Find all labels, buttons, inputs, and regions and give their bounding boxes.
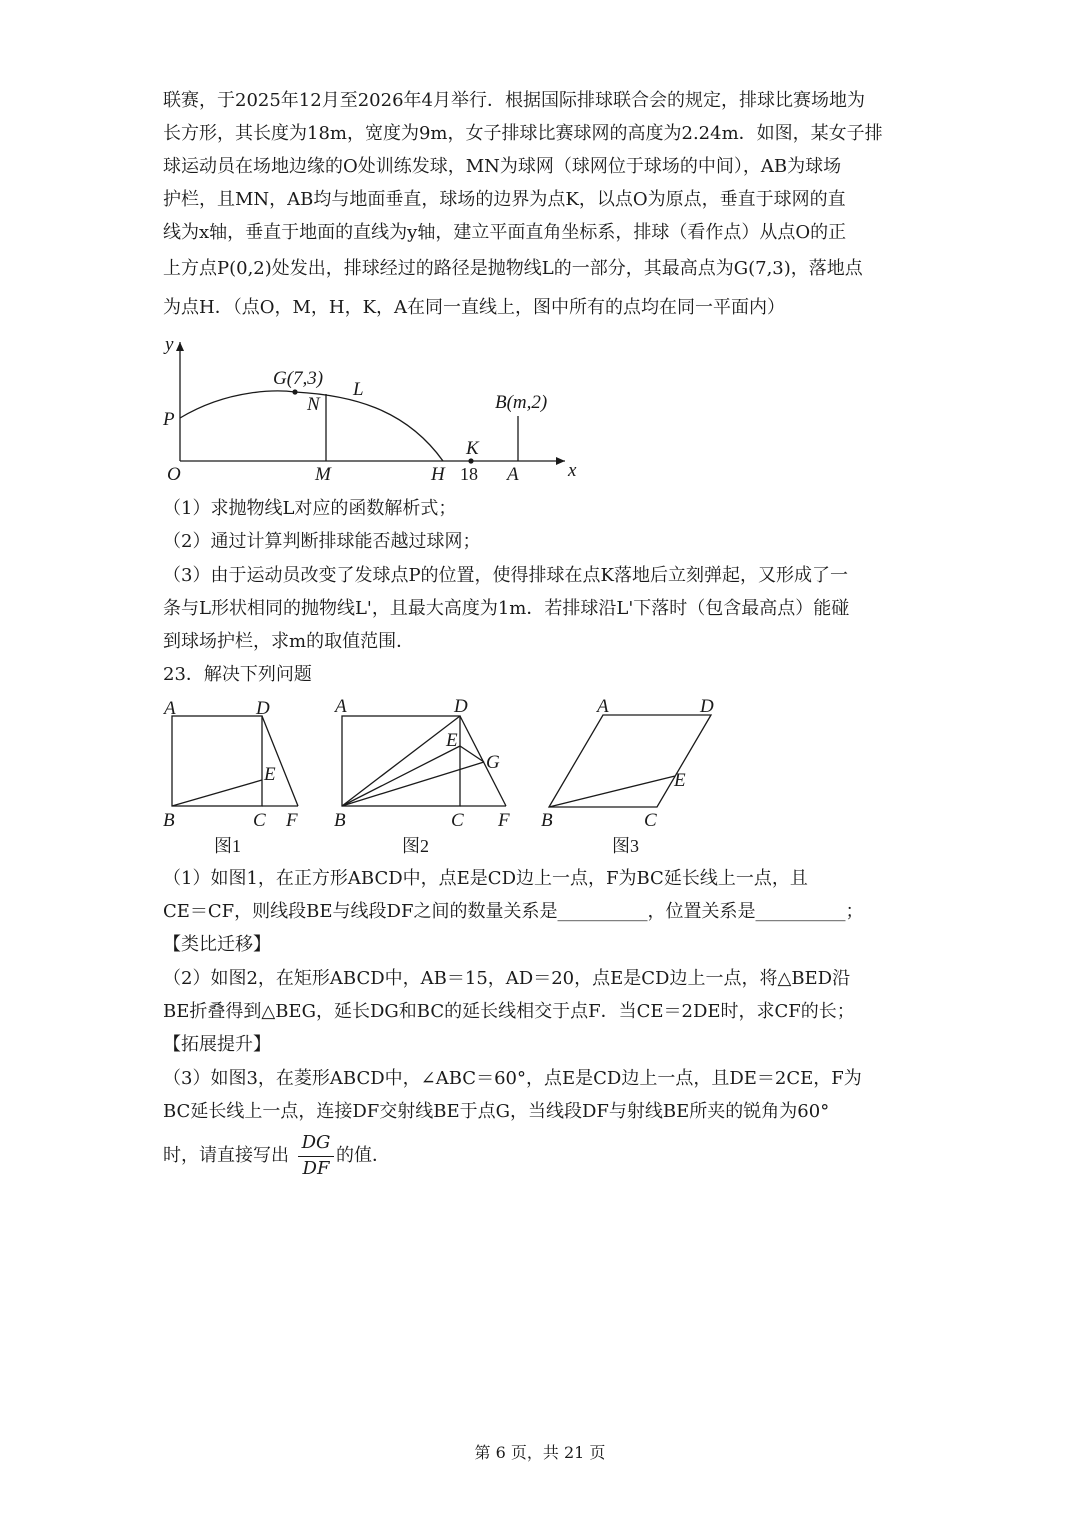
label-x: x xyxy=(568,460,577,481)
y-axis-arrow xyxy=(176,342,184,351)
fig2-label-C: C xyxy=(451,810,464,831)
fig2-label-B: B xyxy=(334,810,346,831)
fraction-numerator: DG xyxy=(301,1132,331,1153)
sub-2-line-2: BE折叠得到△BEG，延长DG和BC的延长线相交于点F．当CE＝2DE时，求CF的长； xyxy=(163,1001,855,1022)
fig1-label-B: B xyxy=(163,810,175,831)
text-line-2: 长方形，其长度为18m，宽度为9m，女子排球比赛球网的高度为2.24m．如图，某女子排 xyxy=(163,123,883,144)
text-line-4: 护栏，且MN，AB均与地面垂直，球场的边界为点K，以点O为原点，垂直于球网的直 xyxy=(163,189,846,210)
text-line-5: 线为x轴，垂直于地面的直线为y轴，建立平面直角坐标系，排球（看作点）从点O的正 xyxy=(163,222,847,243)
label-P: P xyxy=(163,409,175,430)
label-N: N xyxy=(307,394,320,415)
text-line-6: 上方点P(0,2)处发出，排球经过的路径是抛物线L的一部分，其最高点为G(7,3)，落地点 xyxy=(163,258,863,279)
sub-3-line-3-prefix: 时，请直接写出 xyxy=(163,1145,289,1166)
fig2-label-A: A xyxy=(335,696,347,717)
question-3-line-2: 条与L形状相同的抛物线L'，且最大高度为1m．若排球沿L'下落时（包含最高点）能碰 xyxy=(163,598,850,619)
heading-extension: 【拓展提升】 xyxy=(163,1034,271,1055)
fig1-label-C: C xyxy=(253,810,266,831)
label-L: L xyxy=(353,379,364,400)
label-G: G(7,3) xyxy=(273,368,324,389)
sub-3-line-2: BC延长线上一点，连接DF交射线BE于点G，当线段DF与射线BE所夹的锐角为60° xyxy=(163,1101,830,1122)
page-footer: 第 6 页，共 21 页 xyxy=(474,1443,606,1462)
fig1-caption: 图1 xyxy=(214,836,241,856)
fig1-label-A: A xyxy=(164,698,176,719)
text-line-3: 球运动员在场地边缘的O处训练发球，MN为球网（球网位于球场的中间），AB为球场 xyxy=(163,156,842,177)
question-1: （1）求抛物线L对应的函数解析式； xyxy=(163,498,457,519)
fig1-label-F: F xyxy=(286,810,298,831)
text-line-7: 为点H．（点O，M，H，K，A在同一直线上，图中所有的点均在同一平面内） xyxy=(163,297,786,318)
label-B: B(m,2) xyxy=(495,392,548,413)
figure-2 xyxy=(330,693,520,861)
fig2-label-G: G xyxy=(486,752,500,773)
sub-1-line-1: （1）如图1，在正方形ABCD中，点E是CD边上一点，F为BC延长线上一点，且 xyxy=(163,868,808,889)
fig3-label-C: C xyxy=(644,810,657,831)
text-line-1: 联赛，于2025年12月至2026年4月举行．根据国际排球联合会的规定，排球比赛场地为 xyxy=(163,90,865,111)
fraction-bar xyxy=(298,1156,334,1157)
label-A: A xyxy=(507,464,519,485)
label-18: 18 xyxy=(460,464,478,484)
figure-1 xyxy=(158,696,308,861)
sub-3-line-3-suffix: 的值． xyxy=(336,1145,390,1166)
fig3-label-A: A xyxy=(597,696,609,717)
sub-1-line-2: CE＝CF，则线段BE与线段DF之间的数量关系是__________，位置关系是__________； xyxy=(163,901,864,922)
question-3-line-1: （3）由于运动员改变了发球点P的位置，使得排球在点K落地后立刻弹起，又形成了一 xyxy=(163,565,849,586)
fig3-caption: 图3 xyxy=(612,836,639,856)
fig3-label-B: B xyxy=(541,810,553,831)
figure-3 xyxy=(536,693,726,861)
point-G xyxy=(292,389,297,394)
question-3-line-3: 到球场护栏，求m的取值范围． xyxy=(163,631,415,652)
x-axis-arrow xyxy=(556,457,565,465)
fig3-label-E: E xyxy=(674,770,686,791)
fig1-label-D: D xyxy=(256,698,270,719)
fig2-caption: 图2 xyxy=(402,836,429,856)
problem-23-heading: 23．解决下列问题 xyxy=(163,664,312,685)
fig1-label-E: E xyxy=(264,764,276,785)
sub-3-line-1: （3）如图3，在菱形ABCD中，∠ABC＝60°，点E是CD边上一点，且DE＝2CE，F为 xyxy=(163,1068,862,1089)
sub-2-line-1: （2）如图2，在矩形ABCD中，AB＝15，AD＝20，点E是CD边上一点，将△BED沿 xyxy=(163,968,851,989)
fraction-denominator: DF xyxy=(302,1158,330,1179)
fig3-label-D: D xyxy=(700,696,714,717)
question-2: （2）通过计算判断排球能否越过球网； xyxy=(163,531,481,552)
fig2-label-D: D xyxy=(454,696,468,717)
label-O: O xyxy=(167,464,181,485)
heading-analogy: 【类比迁移】 xyxy=(163,934,271,955)
label-M: M xyxy=(315,464,331,485)
parabola-graph xyxy=(155,330,595,490)
fig2-label-F: F xyxy=(498,810,510,831)
label-K: K xyxy=(466,438,479,459)
fig2-label-E: E xyxy=(446,730,458,751)
label-H: H xyxy=(431,464,445,485)
point-K xyxy=(468,458,473,463)
label-y: y xyxy=(165,334,174,355)
